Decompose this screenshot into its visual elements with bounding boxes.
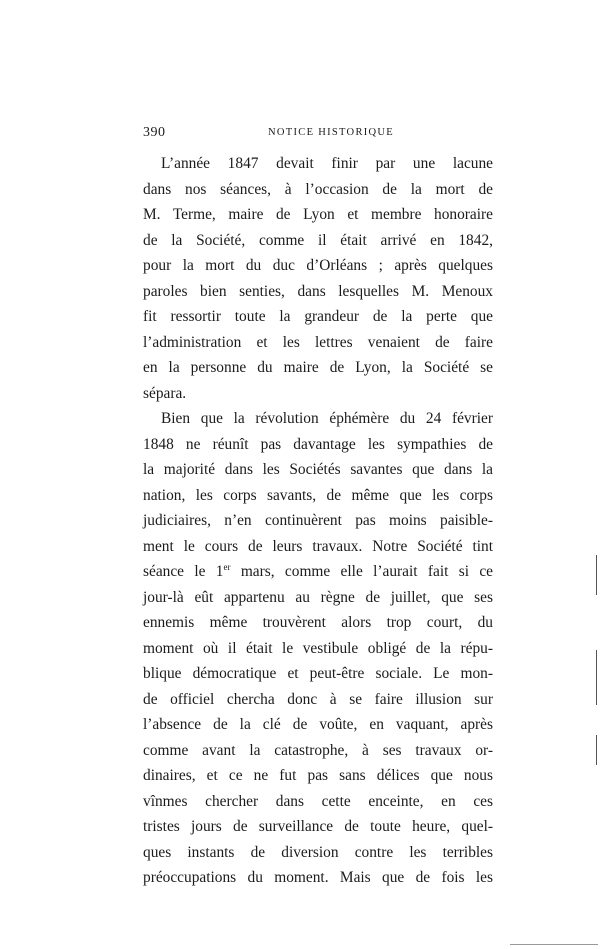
text-line: ques instants de diversion contre les terribles [143,843,493,861]
page-number: 390 [143,125,166,140]
text-line: dinaires, et ce ne fut pas sans délices que nous [143,767,493,784]
text-line: l’administration et les lettres venaient de faire [143,333,493,351]
page-header [143,125,489,145]
text-line: jour-là eût appartenu au règne de juillet, que ses [143,588,493,606]
ordinal-superscript: er [223,562,231,572]
text-line: sépara. [143,384,187,402]
text-line: fit ressortir toute la grandeur de la perte que [143,308,493,325]
text-line: paroles bien senties, dans lesquelles M. Menoux [143,282,493,300]
text-line: comme avant la catastrophe, à ses travaux or- [143,741,493,759]
text-line: moment où il était le vestibule obligé de la répu- [143,639,493,657]
text-line: M. Terme, maire de Lyon et membre honoraire [143,206,493,223]
body-text [143,151,493,891]
text-line: la majorité dans les Sociétés savantes que dans la [143,461,493,478]
running-head: NOTICE HISTORIQUE [268,127,395,138]
paragraph-2 [143,406,493,891]
scan-edge-mark [596,650,597,705]
scan-edge-mark [596,555,597,595]
paragraph-1 [143,151,493,406]
text-line: nation, les corps savants, de même que les corps [143,486,493,504]
text-line: vînmes chercher dans cette enceinte, en ces [143,792,493,810]
scan-edge-mark [510,944,598,945]
text-line [143,559,493,585]
text-line: ennemis même trouvèrent alors trop court, du [143,614,493,631]
text-line: de la Société, comme il était arrivé en 1842, [143,231,493,249]
text-line: pour la mort du duc d’Orléans ; après quelques [143,257,493,274]
text-line: l’absence de la clé de voûte, en vaquant, après [143,716,493,733]
text-line: ment le cours de leurs travaux. Notre Société tint [143,537,493,555]
text-line: préoccupations du moment. Mais que de fois les [143,869,493,886]
scan-edge-mark [596,735,597,765]
text-line: judiciaires, n’en continuèrent pas moins paisible- [143,512,493,529]
text-line: blique démocratique et peut-être sociale. Le mon- [143,665,493,682]
text-line: tristes jours de surveillance de toute heure, quel- [143,818,493,835]
text-line: en la personne du maire de Lyon, la Société se [143,359,493,376]
text-line: de officiel chercha donc à se faire illusion sur [143,690,493,708]
text-line: Bien que la révolution éphémère du 24 février [161,410,493,427]
text-fragment: mars, comme elle l’aurait fait si ce [230,563,493,580]
text-line: 1848 ne réunît pas davantage les sympathies de [143,435,493,453]
text-line: dans nos séances, à l’occasion de la mort de [143,180,493,198]
text-line: L’année 1847 devait finir par une lacune [161,155,493,172]
text-fragment: séance le 1 [143,563,224,580]
